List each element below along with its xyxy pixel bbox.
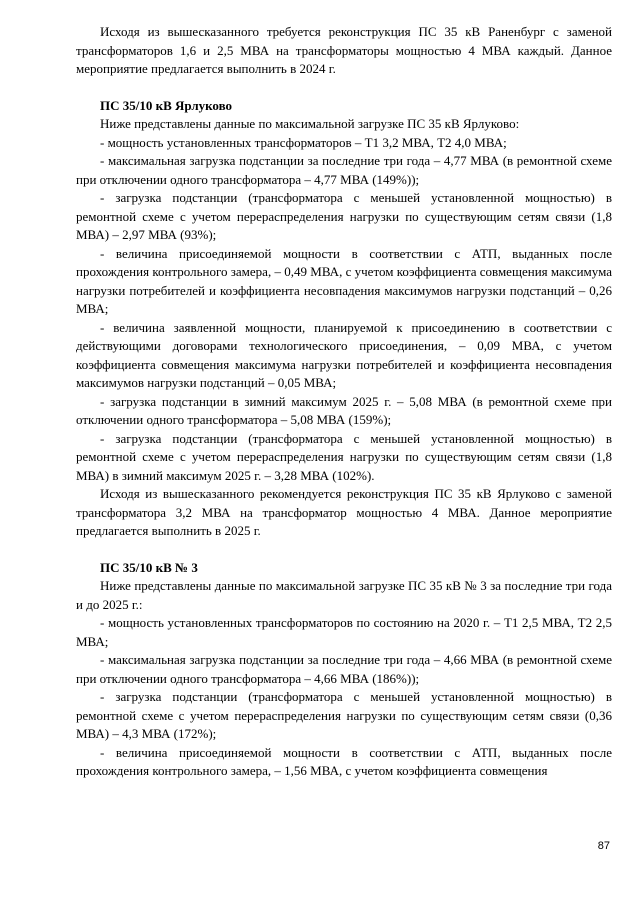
intro-paragraph: Исходя из вышесказанного требуется реконструкция ПС 35 кВ Раненбург с заменой трансформаторов 1,6 и 2,5 МВА на трансформаторы мощностью 4 МВА каждый. Данное мероприятие предлагается выполнить в 2024 г. [76,24,612,76]
page-content [76,23,612,781]
section-heading: ПС 35/10 кВ № 3 [100,559,198,575]
paragraph: - величина присоединяемой мощности в соответствии с АТП, выданных после прохождения контрольного замера, – 1,56 МВА, с учетом коэффициента совмещения [76,744,612,778]
paragraph: - загрузка подстанции (трансформатора с меньшей установленной мощностью) в ремонтной схеме с учетом перераспределения нагрузки по существующим сетям связи (0,36 МВА) – 4,3 МВА (172%); [76,689,612,741]
paragraph: Ниже представлены данные по максимальной загрузке ПС 35 кВ Ярлуково: [100,116,520,131]
paragraph: Исходя из вышесказанного рекомендуется реконструкция ПС 35 кВ Ярлуково с заменой трансформатора 3,2 МВА на трансформатор мощностью 4 МВА. Данное мероприятие предлагается выполнить в 2025 г. [76,486,612,538]
paragraph: - загрузка подстанции (трансформатора с меньшей установленной мощностью) в ремонтной схеме с учетом перераспределения нагрузки по существующим сетям связи (1,8 МВА) – 2,97 МВА (93%); [76,190,612,242]
paragraph: - загрузка подстанции (трансформатора с меньшей установленной мощностью) в ремонтной схеме с учетом перераспределения нагрузки по существующим сетям связи (1,8 МВА) в зимний максимум 2025 г. – 3,28 МВА (102%). [76,430,612,483]
paragraph: - мощность установленных трансформаторов по состоянию на 2020 г. – Т1 2,5 МВА, Т2 2,5 МВА; [76,615,612,649]
paragraph: Ниже представлены данные по максимальной загрузке ПС 35 кВ № 3 за последние три года и до 2025 г.: [76,578,612,612]
section-heading: ПС 35/10 кВ Ярлуково [100,97,233,113]
paragraph: - величина присоединяемой мощности в соответствии с АТП, выданных после прохождения контрольного замера, – 0,49 МВА, с учетом коэффициента совмещения максимума нагрузки потребителей и коэффициента несовпадения максимумов нагрузки подстанций – 0,26 МВА; [76,245,612,316]
paragraph: - величина заявленной мощности, планируемой к присоединению в соответствии с действующими договорами технологического присоединения, – 0,09 МВА, с учетом коэффициента совмещения максимума нагрузки потребителей и коэффициента несовпадения максимумов нагрузки подстанций – 0,05 МВА; [76,319,612,390]
paragraph: - мощность установленных трансформаторов – Т1 3,2 МВА, Т2 4,0 МВА; [100,134,507,150]
paragraph: - максимальная загрузка подстанции за последние три года – 4,77 МВА (в ремонтной схеме при отключении одного трансформатора – 4,77 МВА (149%)); [76,153,612,187]
section-yarlukovo [76,97,612,541]
paragraph: - максимальная загрузка подстанции за последние три года – 4,66 МВА (в ремонтной схеме при отключении одного трансформатора – 4,66 МВА (186%)); [76,652,612,686]
page-number: 87 [597,840,610,852]
paragraph: - загрузка подстанции в зимний максимум 2025 г. – 5,08 МВА (в ремонтной схеме при отключении одного трансформатора – 5,08 МВА (159%); [76,393,612,427]
section-substation-3 [76,559,612,781]
